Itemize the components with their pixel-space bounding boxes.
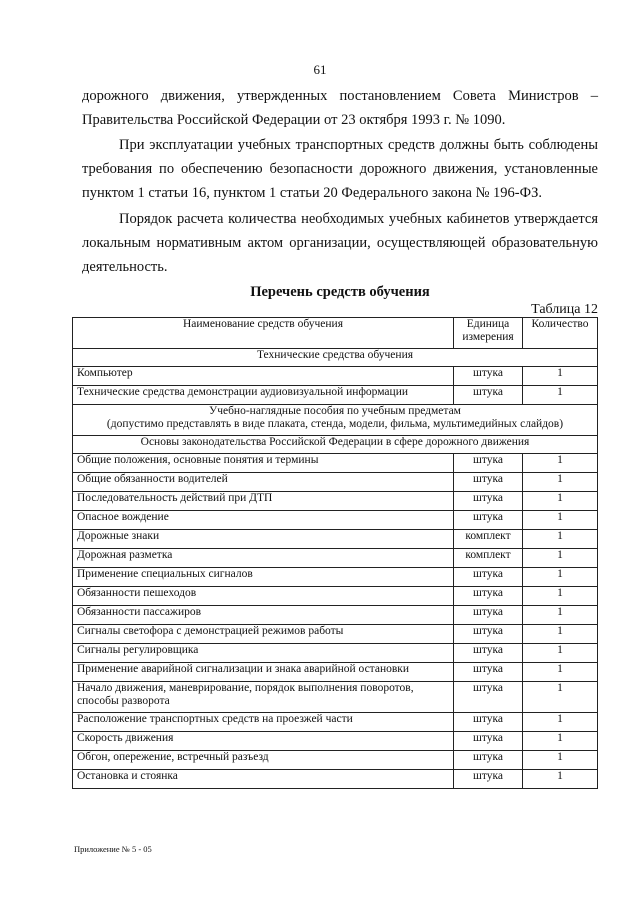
cell-unit: штука [454,473,523,492]
cell-unit: штука [454,644,523,663]
table-header-row [73,318,598,349]
table-row [73,751,598,770]
table-row [73,732,598,751]
table-row [73,511,598,530]
table-number-label: Таблица 12 [531,302,598,317]
table-row [73,663,598,682]
table-row [73,770,598,789]
paragraph-continuation: дорожного движения, утвержденных постановлением Совета Министров – Правительства Российской Федерации от 23 октября 1993 г. № 1090. [82,88,598,128]
cell-unit: штука [454,511,523,530]
cell-unit: штука [454,587,523,606]
training-equipment-table [72,317,598,789]
cell-unit: комплект [454,549,523,568]
cell-unit: штука [454,713,523,732]
cell-unit: штука [454,568,523,587]
cell-unit: штука [454,625,523,644]
table-row [73,644,598,663]
cell-quantity: 1 [523,549,598,568]
table-row [73,492,598,511]
page-footer: Приложение № 5 - 05 [74,844,152,854]
cell-name: Сигналы регулировщика [73,644,454,663]
table-row [73,587,598,606]
cell-unit: штука [454,606,523,625]
cell-quantity: 1 [523,511,598,530]
cell-name: Дорожная разметка [73,549,454,568]
cell-name: Применение аварийной сигнализации и знака аварийной остановки [73,663,454,682]
cell-quantity: 1 [523,454,598,473]
cell-name: Расположение транспортных средств на проезжей части [73,713,454,732]
section-title: Технические средства обучения [73,349,598,367]
cell-quantity: 1 [523,367,598,386]
table-section-row [73,349,598,367]
table-row [73,473,598,492]
cell-name: Остановка и стоянка [73,770,454,789]
section-title: Учебно-наглядные пособия по учебным предметам (допустимо представлять в виде плаката, стенда, модели, фильма, мультимедийных слайдов) [73,405,598,436]
cell-quantity: 1 [523,663,598,682]
table-title: Перечень средств обучения [250,284,430,300]
cell-quantity: 1 [523,751,598,770]
cell-unit: штука [454,367,523,386]
cell-quantity: 1 [523,682,598,713]
section-title: Основы законодательства Российской Федерации в сфере дорожного движения [73,436,598,454]
cell-unit: штука [454,732,523,751]
cell-quantity: 1 [523,587,598,606]
cell-unit: штука [454,492,523,511]
cell-quantity: 1 [523,386,598,405]
paragraph-safety-requirements: При эксплуатации учебных транспортных средств должны быть соблюдены требования по обеспечению безопасности дорожного движения, установленные пунктом 1 статьи 16, пунктом 1 статьи 20 Федерального закона № 196-ФЗ. [82,137,598,201]
cell-name: Обязанности пассажиров [73,606,454,625]
cell-name: Скорость движения [73,732,454,751]
cell-quantity: 1 [523,770,598,789]
header-quantity: Количество [523,318,598,349]
cell-quantity: 1 [523,568,598,587]
cell-quantity: 1 [523,473,598,492]
cell-name: Последовательность действий при ДТП [73,492,454,511]
cell-unit: комплект [454,530,523,549]
table-body [73,349,598,789]
table-row [73,682,598,713]
cell-unit: штука [454,770,523,789]
cell-unit: штука [454,682,523,713]
cell-name: Общие обязанности водителей [73,473,454,492]
cell-unit: штука [454,663,523,682]
table-row [73,386,598,405]
cell-name: Обгон, опережение, встречный разъезд [73,751,454,770]
cell-name: Сигналы светофора с демонстрацией режимов работы [73,625,454,644]
cell-unit: штука [454,386,523,405]
table-section-row [73,405,598,436]
cell-name: Технические средства демонстрации аудиовизуальной информации [73,386,454,405]
cell-quantity: 1 [523,492,598,511]
table-row [73,367,598,386]
cell-unit: штука [454,751,523,770]
table-section-row [73,436,598,454]
cell-name: Применение специальных сигналов [73,568,454,587]
page-number: 61 [313,62,327,77]
table-row [73,454,598,473]
cell-name: Общие положения, основные понятия и термины [73,454,454,473]
table-row [73,625,598,644]
cell-name: Опасное вождение [73,511,454,530]
cell-name: Компьютер [73,367,454,386]
cell-name: Обязанности пешеходов [73,587,454,606]
cell-quantity: 1 [523,625,598,644]
paragraph-classroom-count: Порядок расчета количества необходимых учебных кабинетов утверждается локальным нормативным актом организации, осуществляющей образовательную деятельность. [82,211,598,275]
table-row [73,606,598,625]
table-row [73,549,598,568]
cell-name: Дорожные знаки [73,530,454,549]
cell-quantity: 1 [523,713,598,732]
cell-unit: штука [454,454,523,473]
cell-quantity: 1 [523,606,598,625]
table-row [73,713,598,732]
cell-quantity: 1 [523,530,598,549]
cell-quantity: 1 [523,732,598,751]
header-name: Наименование средств обучения [73,318,454,349]
header-unit: Единица измерения [454,318,523,349]
table-row [73,568,598,587]
cell-name: Начало движения, маневрирование, порядок выполнения поворотов, способы разворота [73,682,454,713]
cell-quantity: 1 [523,644,598,663]
table-row [73,530,598,549]
